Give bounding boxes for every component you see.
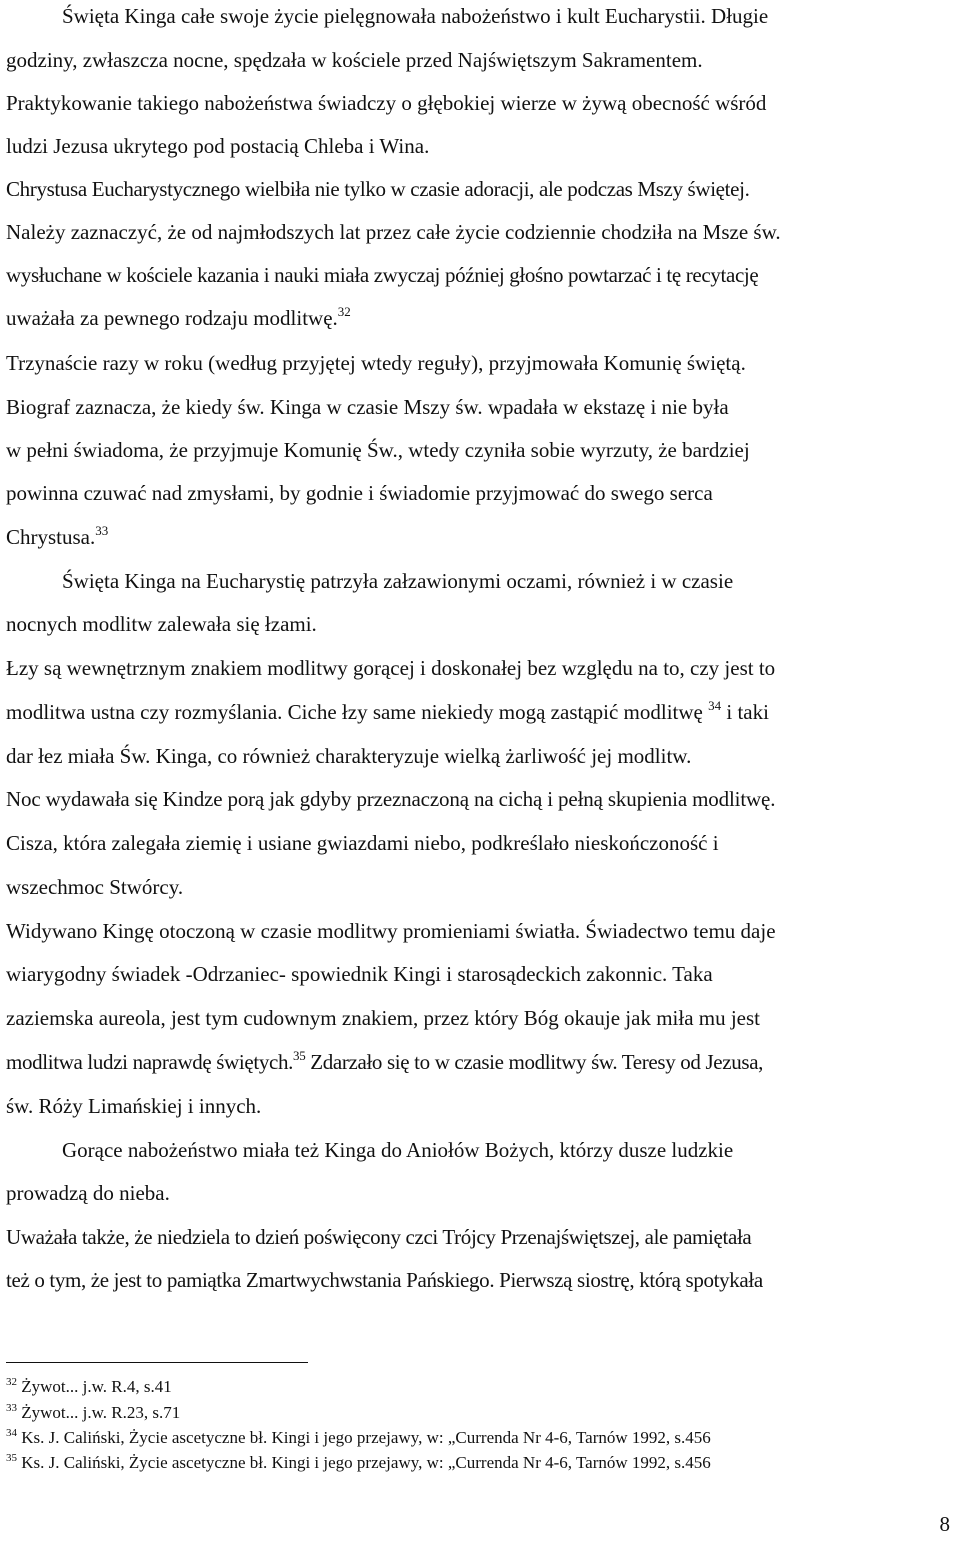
- footnote-text: Ks. J. Caliński, Życie ascetyczne bł. Kingi i jego przejawy, w: „Currenda Nr 4-6, Tarnów 1992, s.456: [21, 1453, 711, 1472]
- footnote-reference: 33: [95, 523, 109, 538]
- text-line: zaziemska aureola, jest tym cudownym znakiem, przez który Bóg okauje jak miła mu jest: [6, 1006, 761, 1030]
- text-line: Święta Kinga całe swoje życie pielęgnowała nabożeństwo i kult Eucharystii. Długie: [62, 4, 769, 28]
- text-line: [6, 306, 351, 330]
- footnote-reference: 32: [337, 304, 351, 319]
- footnote-text: Żywot... j.w. R.4, s.41: [21, 1377, 172, 1396]
- text-line: Noc wydawała się Kindze porą jak gdyby przeznaczoną na cichą i pełną skupienia modlitwę.: [6, 787, 776, 811]
- page-number: 8: [939, 1512, 950, 1536]
- footnote: [6, 1403, 180, 1423]
- footnote-number: 32: [6, 1376, 17, 1388]
- text-line: wiarygodny świadek -Odrzaniec- spowiednik Kingi i starosądeckich zakonnic. Taka: [6, 962, 713, 986]
- text-line: Gorące nabożeństwo miała też Kinga do Aniołów Bożych, którzy dusze ludzkie: [62, 1138, 734, 1162]
- line-text: i taki: [721, 700, 769, 724]
- footnote-number: 33: [6, 1402, 17, 1414]
- line-text: Chrystusa.: [6, 525, 96, 549]
- text-line: [6, 525, 108, 549]
- footnote-number: 35: [6, 1452, 17, 1464]
- footnote-reference: 34: [708, 698, 722, 713]
- text-line: św. Róży Limańskiej i innych.: [6, 1094, 262, 1118]
- text-line: też o tym, że jest to pamiątka Zmartwychwstania Pańskiego. Pierwszą siostrę, którą spotykała: [6, 1268, 763, 1292]
- footnote-text: Żywot... j.w. R.23, s.71: [21, 1403, 181, 1422]
- text-line: nocnych modlitw zalewała się łzami.: [6, 612, 317, 636]
- text-line: Święta Kinga na Eucharystię patrzyła załzawionymi oczami, również i w czasie: [62, 569, 734, 593]
- text-line: godziny, zwłaszcza nocne, spędzała w kościele przed Najświętszym Sakramentem.: [6, 48, 703, 72]
- footnote-reference: 35: [293, 1048, 306, 1063]
- text-line: [6, 700, 769, 724]
- line-text: modlitwa ludzi naprawdę świętych.: [6, 1050, 294, 1074]
- text-line: ludzi Jezusa ukrytego pod postacią Chleba i Wina.: [6, 134, 430, 158]
- text-line: [6, 1050, 763, 1074]
- text-line: Chrystusa Eucharystycznego wielbiła nie tylko w czasie adoracji, ale podczas Mszy świętej.: [6, 177, 750, 201]
- text-line: Uważała także, że niedziela to dzień poświęcony czci Trójcy Przenajświętszej, ale pamiętała: [6, 1225, 752, 1249]
- text-line: powinna czuwać nad zmysłami, by godnie i świadomie przyjmować do swego serca: [6, 481, 713, 505]
- text-line: Trzynaście razy w roku (według przyjętej wtedy reguły), przyjmowała Komunię świętą.: [6, 351, 746, 375]
- footnote-text: Ks. J. Caliński, Życie ascetyczne bł. Kingi i jego przejawy, w: „Currenda Nr 4-6, Tarnów 1992, s.456: [21, 1428, 711, 1447]
- footnote-separator: [6, 1362, 308, 1363]
- line-text: uważała za pewnego rodzaju modlitwę.: [6, 306, 338, 330]
- text-line: wszechmoc Stwórcy.: [6, 875, 184, 899]
- text-line: wysłuchane w kościele kazania i nauki miała zwyczaj później głośno powtarzać i tę recytację: [6, 263, 759, 287]
- line-text: Zdarzało się to w czasie modlitwy św. Teresy od Jezusa,: [305, 1050, 764, 1074]
- text-line: prowadzą do nieba.: [6, 1181, 170, 1205]
- footnote: [6, 1428, 711, 1448]
- text-line: Praktykowanie takiego nabożeństwa świadczy o głębokiej wierze w żywą obecność wśród: [6, 91, 767, 115]
- text-line: Należy zaznaczyć, że od najmłodszych lat przez całe życie codziennie chodziła na Msze św.: [6, 220, 781, 244]
- footnote: [6, 1453, 711, 1473]
- text-line: Łzy są wewnętrznym znakiem modlitwy gorącej i doskonałej bez względu na to, czy jest to: [6, 656, 776, 680]
- line-text: modlitwa ustna czy rozmyślania. Ciche łzy same niekiedy mogą zastąpić modlitwę: [6, 700, 703, 724]
- text-line: Widywano Kingę otoczoną w czasie modlitwy promieniami światła. Świadectwo temu daje: [6, 919, 776, 943]
- footnote: [6, 1377, 172, 1397]
- text-line: Cisza, która zalegała ziemię i usiane gwiazdami niebo, podkreślało nieskończoność i: [6, 831, 719, 855]
- text-line: w pełni świadoma, że przyjmuje Komunię Św., wtedy czyniła sobie wyrzuty, że bardziej: [6, 438, 750, 462]
- footnote-number: 34: [6, 1427, 17, 1439]
- text-line: Biograf zaznacza, że kiedy św. Kinga w czasie Mszy św. wpadała w ekstazę i nie była: [6, 395, 729, 419]
- text-line: dar łez miała Św. Kinga, co również charakteryzuje wielką żarliwość jej modlitw.: [6, 744, 692, 768]
